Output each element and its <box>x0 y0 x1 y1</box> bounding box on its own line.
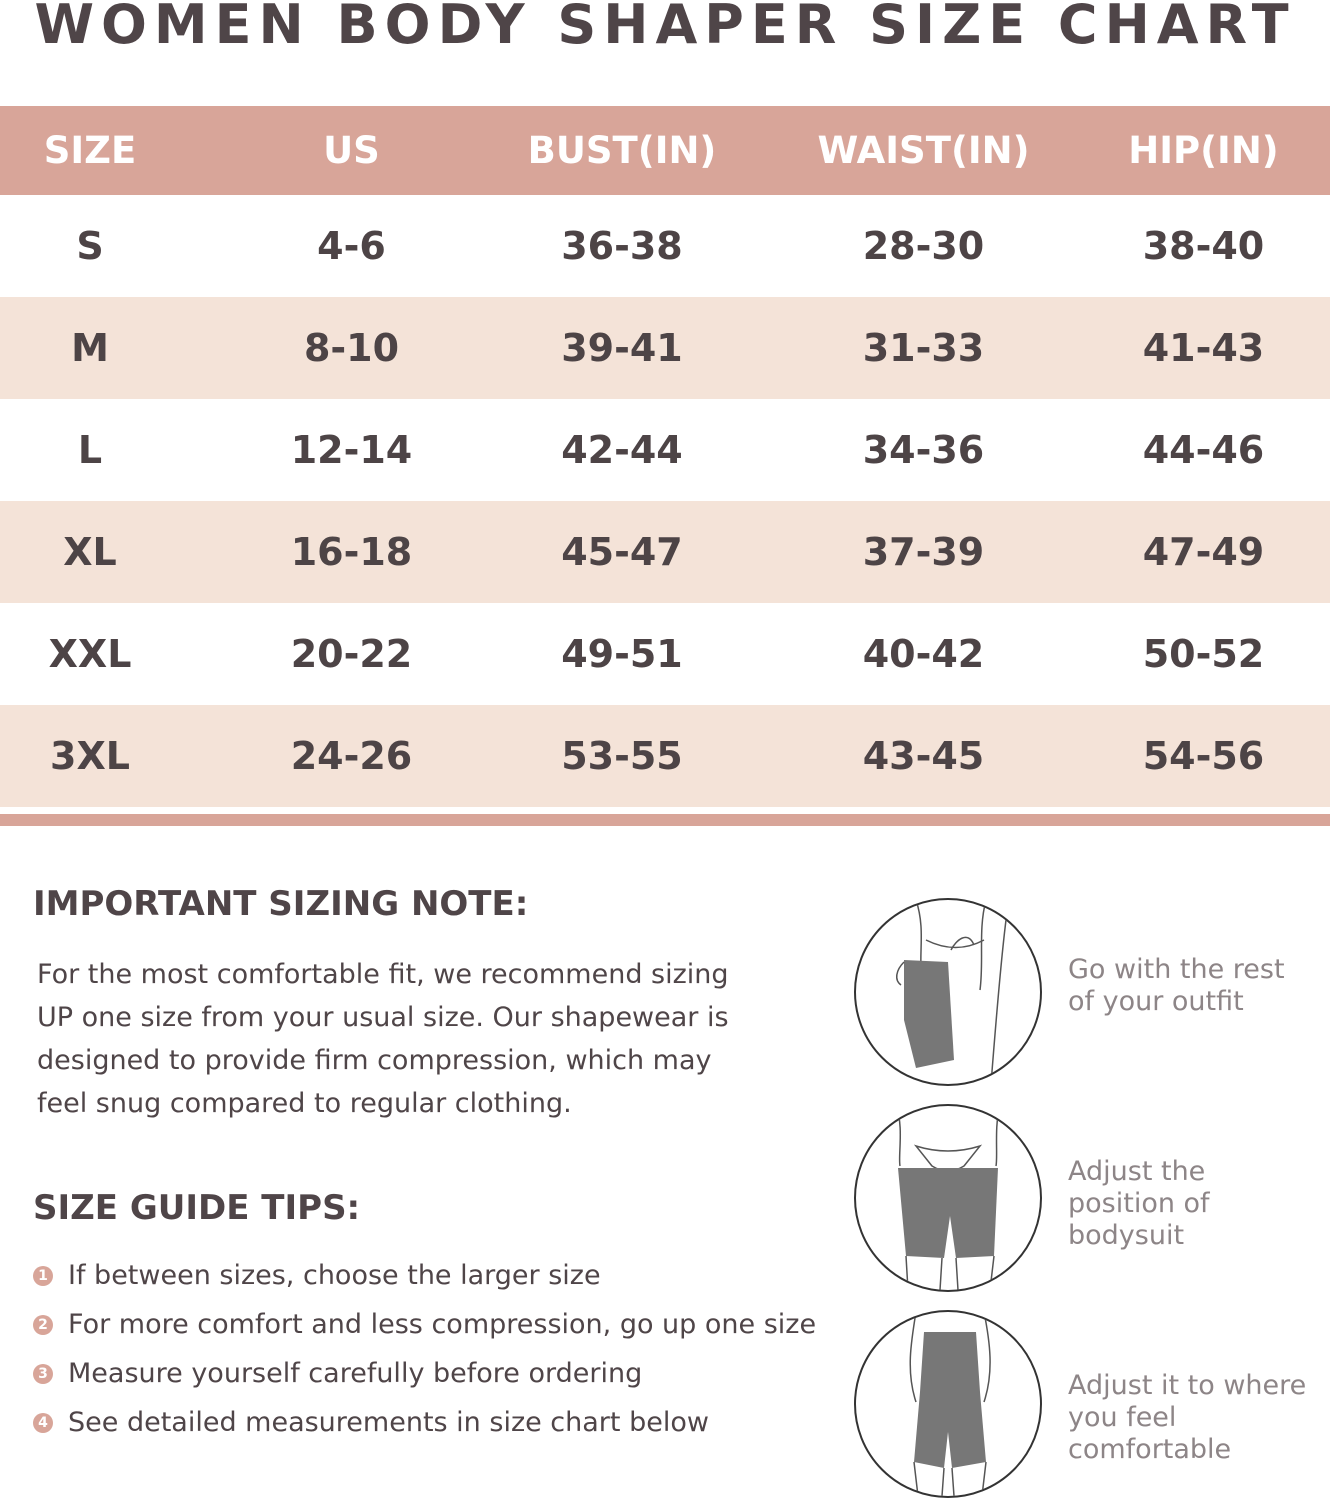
size-table <box>0 106 1330 807</box>
table-row <box>0 195 1330 297</box>
step-caption: Go with the rest of your outfit <box>1068 954 1285 1017</box>
cell-bust: 45-47 <box>561 530 683 574</box>
adjust-waistband-illustration <box>854 1104 1042 1292</box>
cell-bust: 53-55 <box>561 734 683 778</box>
pulling-on-shapewear-illustration <box>854 898 1042 1086</box>
cell-us: 24-26 <box>290 734 413 778</box>
cell-size: L <box>77 428 103 472</box>
table-row <box>0 705 1330 807</box>
header-bust: BUST(IN) <box>527 129 717 172</box>
sizing-note-heading: IMPORTANT SIZING NOTE: <box>33 884 529 924</box>
step-caption: Adjust the position of bodysuit <box>1068 1156 1210 1251</box>
cell-waist: 43-45 <box>862 734 985 778</box>
header-waist: WAIST(IN) <box>817 129 1030 172</box>
tip-text: Measure yourself carefully before ordering <box>68 1358 643 1389</box>
tip-number-badge: 3 <box>33 1364 53 1384</box>
cell-bust: 42-44 <box>561 428 683 472</box>
size-guide-tips-heading: SIZE GUIDE TIPS: <box>33 1188 361 1228</box>
wearing-bodysuit-illustration <box>854 1310 1042 1498</box>
table-row <box>0 603 1330 705</box>
tip-text: If between sizes, choose the larger size <box>68 1260 601 1291</box>
cell-us: 12-14 <box>290 428 413 472</box>
page-title: WOMEN BODY SHAPER SIZE CHART <box>34 0 1296 56</box>
cell-us: 20-22 <box>290 632 413 676</box>
table-header-row <box>0 106 1330 195</box>
cell-waist: 28-30 <box>862 224 985 268</box>
cell-size: XL <box>63 530 117 574</box>
step-caption: Adjust it to where you feel comfortable <box>1068 1370 1307 1465</box>
cell-waist: 40-42 <box>862 632 985 676</box>
cell-bust: 36-38 <box>561 224 683 268</box>
table-row <box>0 297 1330 399</box>
cell-hip: 50-52 <box>1142 632 1265 676</box>
tip-item <box>33 1260 601 1291</box>
header-us: US <box>323 129 380 172</box>
tip-number-badge: 1 <box>33 1266 53 1286</box>
table-row <box>0 501 1330 603</box>
table-row <box>0 399 1330 501</box>
cell-bust: 39-41 <box>561 326 683 370</box>
tip-item <box>33 1309 816 1340</box>
cell-us: 4-6 <box>317 224 386 268</box>
tip-text: For more comfort and less compression, go up one size <box>68 1309 817 1340</box>
tip-number-badge: 2 <box>33 1315 53 1335</box>
table-bottom-rule <box>0 814 1330 826</box>
cell-waist: 31-33 <box>862 326 985 370</box>
header-size: SIZE <box>43 129 137 172</box>
cell-waist: 34-36 <box>862 428 985 472</box>
cell-bust: 49-51 <box>561 632 683 676</box>
cell-us: 16-18 <box>290 530 413 574</box>
tip-item <box>33 1358 642 1389</box>
cell-size: S <box>76 224 104 268</box>
tip-number-badge: 4 <box>33 1413 53 1433</box>
cell-size: XXL <box>48 632 132 676</box>
cell-waist: 37-39 <box>862 530 985 574</box>
cell-hip: 38-40 <box>1142 224 1265 268</box>
cell-us: 8-10 <box>303 326 400 370</box>
cell-size: 3XL <box>50 734 130 778</box>
cell-hip: 44-46 <box>1142 428 1265 472</box>
tip-text: See detailed measurements in size chart below <box>68 1407 709 1438</box>
cell-hip: 54-56 <box>1142 734 1265 778</box>
cell-size: M <box>71 326 109 370</box>
cell-hip: 41-43 <box>1142 326 1265 370</box>
header-hip: HIP(IN) <box>1128 129 1279 172</box>
sizing-note-body: For the most comfortable fit, we recommend sizing UP one size from your usual size. Our shapewear is designed to provide firm compression, which may feel snug compared to regular clothing. <box>37 959 729 1119</box>
cell-hip: 47-49 <box>1142 530 1265 574</box>
tip-item <box>33 1407 709 1438</box>
